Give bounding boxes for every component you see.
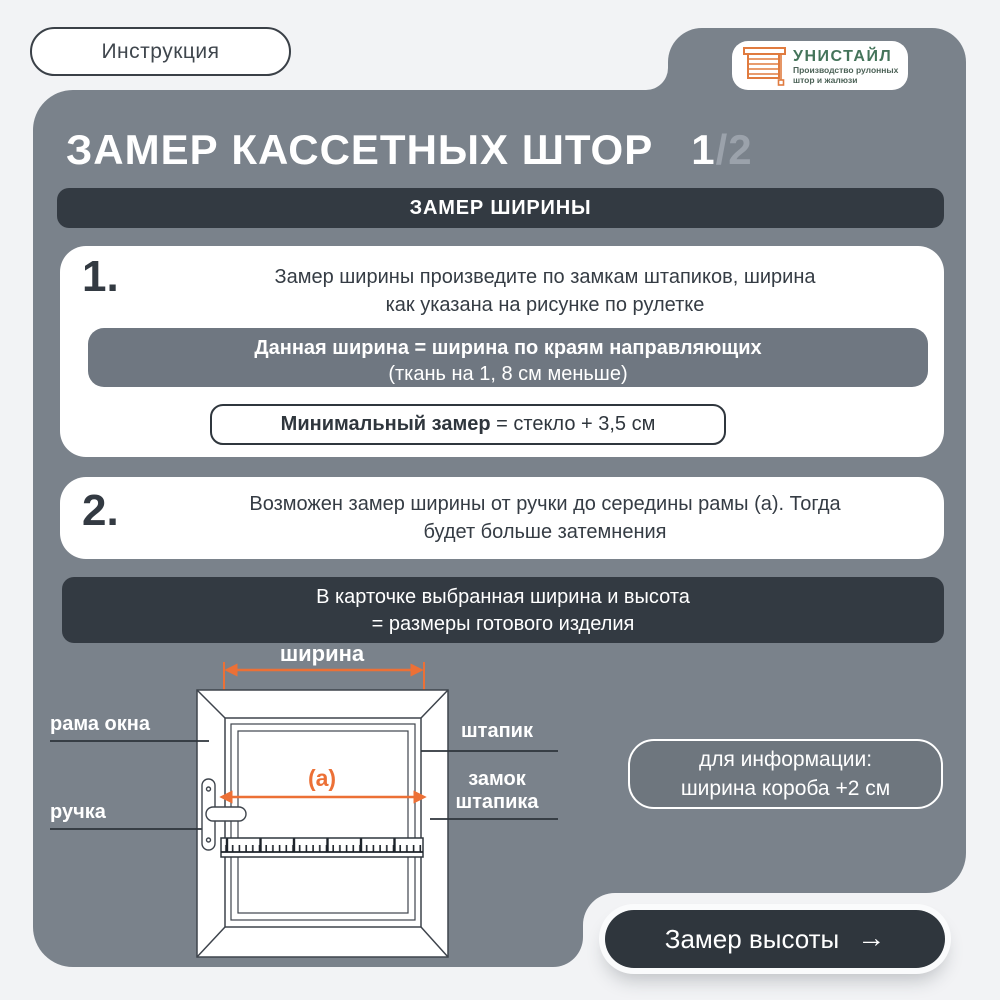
instruction-badge-label: Инструкция (101, 39, 220, 63)
a-label: (а) (307, 765, 337, 791)
bead-lock-label-line1: замок (468, 768, 526, 790)
bead-lock-label-line2: штапика (455, 791, 539, 813)
page-title: ЗАМЕР КАССЕТНЫХ ШТОР 1/2 (66, 126, 753, 173)
arrow-right-icon: → (857, 922, 886, 953)
next-page-button[interactable] (605, 910, 945, 968)
step1-highlight-bar: Данная ширина = ширина по краям направляющих (ткань на 1, 8 см меньше) (88, 328, 928, 387)
step1-number: 1. (82, 252, 119, 301)
step1-text: Замер ширины произведите по замкам штапиков, ширина как указана на рисунке по рулетке (274, 266, 816, 316)
section-bar-width: ЗАМЕР ШИРИНЫ (57, 188, 944, 228)
logo-name: УНИСТАЙЛ (793, 48, 893, 65)
window-measure-diagram (40, 635, 570, 980)
min-measure-note: Минимальный замер = стекло + 3,5 см (210, 404, 726, 445)
handle-label: ручка (50, 801, 106, 823)
step2-number: 2. (82, 486, 119, 535)
step2-text: Возможен замер ширины от ручки до середины рамы (а). Тогда будет больше затемнения (249, 493, 841, 543)
logo-tagline: Производство рулонных штор и жалюзи (793, 65, 899, 85)
frame-label: рама окна (50, 713, 150, 735)
step1-card (60, 246, 944, 457)
window-frame (197, 690, 448, 957)
page-indicator: 1/2 (691, 126, 753, 173)
width-label: ширина (279, 641, 365, 666)
instruction-badge[interactable] (30, 27, 291, 76)
info-note: для информации: ширина короба +2 см (628, 739, 943, 809)
result-bar: В карточке выбранная ширина и высота = размеры готового изделия (62, 577, 944, 643)
bead-label: штапик (461, 720, 533, 742)
step2-card (60, 477, 944, 559)
next-page-label: Замер высоты (664, 923, 840, 954)
blinds-icon (743, 47, 787, 87)
ruler (221, 838, 423, 857)
